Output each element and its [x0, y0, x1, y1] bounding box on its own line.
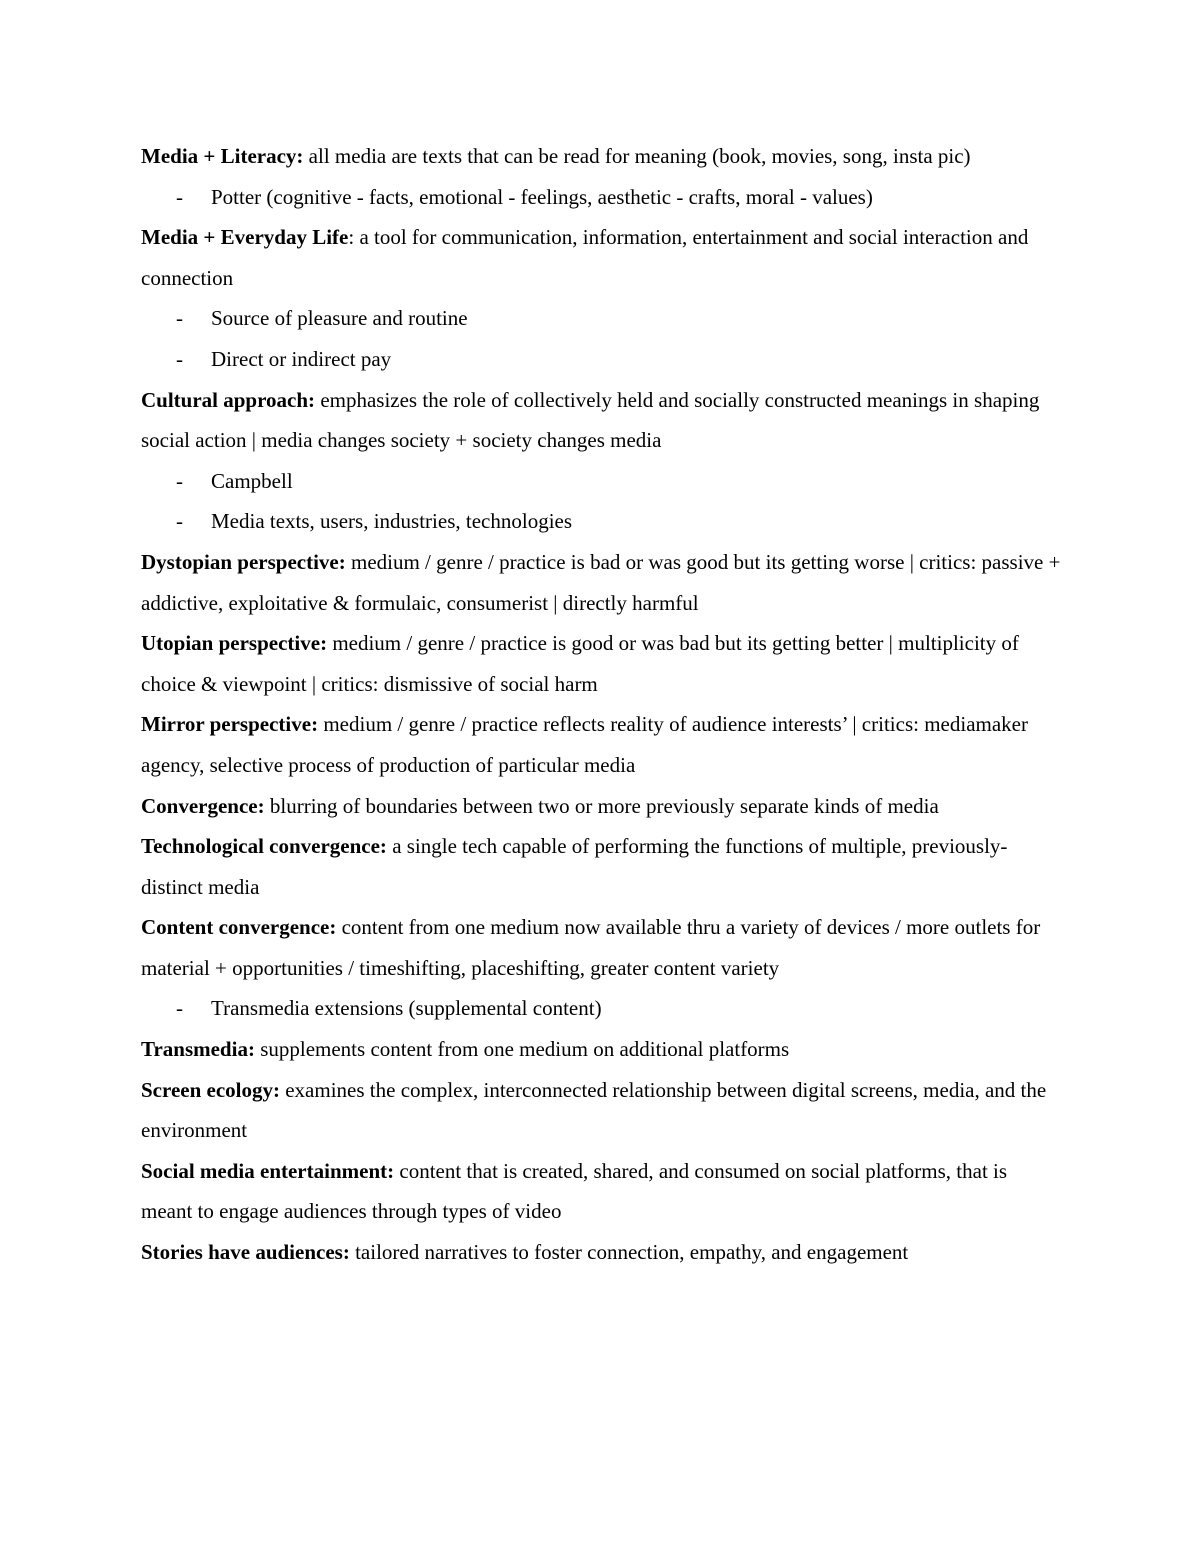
notes-body [141, 136, 1061, 1273]
dash-bullet-icon: - [176, 346, 183, 371]
term-label: Convergence: [141, 793, 265, 818]
entry-dystopian-perspective [141, 542, 1061, 623]
entry-content-convergence [141, 907, 1061, 988]
bullet-text: Source of pleasure and routine [211, 306, 468, 331]
dash-bullet-icon: - [176, 306, 183, 331]
entry-mirror-perspective [141, 704, 1061, 785]
term-label: Stories have audiences: [141, 1240, 350, 1265]
term-label: Utopian perspective: [141, 631, 328, 656]
bullet-item [141, 501, 1061, 542]
bullet-text: Campbell [211, 468, 293, 493]
term-definition: a single tech capable of performing the functions of multiple, previously-distinct media [141, 834, 1008, 899]
term-label: Dystopian perspective: [141, 549, 346, 574]
term-definition: medium / genre / practice is good or was bad but its getting better | multiplicity of choice & viewpoint | critics: dismissive of social harm [141, 631, 1019, 696]
bullet-item [141, 988, 1061, 1029]
term-definition: supplements content from one medium on additional platforms [254, 1037, 790, 1062]
term-definition: : a tool for communication, information, entertainment and social interaction and connection [141, 225, 1029, 290]
term-label: Social media entertainment: [141, 1158, 395, 1183]
term-label: Media + Everyday Life [141, 225, 349, 250]
entry-screen-ecology [141, 1070, 1061, 1151]
bullet-item [141, 461, 1061, 502]
entry-stories-have-audiences [141, 1232, 1061, 1273]
term-label: Cultural approach: [141, 387, 316, 412]
bullet-text: Direct or indirect pay [211, 346, 392, 371]
term-label: Screen ecology: [141, 1077, 280, 1102]
entry-technological-convergence [141, 826, 1061, 907]
term-definition: content that is created, shared, and consumed on social platforms, that is meant to engage audiences through types of video [141, 1158, 1008, 1224]
dash-bullet-icon: - [176, 509, 183, 534]
term-label: Mirror perspective: [141, 712, 319, 737]
term-definition: medium / genre / practice reflects reality of audience interests’ | critics: mediamaker agency, selective process of production of particular media [141, 712, 1028, 777]
entry-transmedia [141, 1029, 1061, 1070]
bullet-text: Media texts, users, industries, technologies [211, 509, 573, 534]
term-label: Content convergence: [141, 915, 337, 940]
bullet-item [141, 298, 1061, 339]
entry-utopian-perspective [141, 623, 1061, 704]
entry-social-media-entertainment [141, 1151, 1061, 1232]
entry-cultural-approach [141, 380, 1061, 461]
term-definition: medium / genre / practice is bad or was good but its getting worse | critics: passive + addictive, exploitative & formulaic, consumerist | directly harmful [141, 549, 1061, 615]
term-definition: examines the complex, interconnected relationship between digital screens, media, and the environment [141, 1077, 1047, 1143]
entry-media-everyday-life [141, 217, 1061, 298]
term-label: Media + Literacy: [141, 144, 304, 168]
term-label: Transmedia: [141, 1037, 255, 1062]
bullet-item [141, 339, 1061, 380]
term-definition: content from one medium now available thru a variety of devices / more outlets for material + opportunities / timeshifting, placeshifting, greater content variety [141, 915, 1041, 980]
entry-convergence [141, 786, 1061, 827]
bullet-text: Potter (cognitive - facts, emotional - feelings, aesthetic - crafts, moral - values) [211, 184, 873, 209]
bullet-text: Transmedia extensions (supplemental content) [211, 996, 602, 1021]
dash-bullet-icon: - [176, 184, 183, 209]
dash-bullet-icon: - [176, 996, 183, 1021]
term-label: Technological convergence: [141, 834, 387, 859]
term-definition: blurring of boundaries between two or more previously separate kinds of media [264, 793, 939, 818]
dash-bullet-icon: - [176, 468, 183, 493]
entry-media-literacy [141, 136, 1061, 177]
term-definition: tailored narratives to foster connection, empathy, and engagement [349, 1240, 909, 1265]
term-definition: emphasizes the role of collectively held and socially constructed meanings in shaping social action | media changes society + society changes media [141, 387, 1040, 453]
term-definition: all media are texts that can be read for meaning (book, movies, song, insta pic) [303, 144, 971, 168]
bullet-item [141, 177, 1061, 218]
